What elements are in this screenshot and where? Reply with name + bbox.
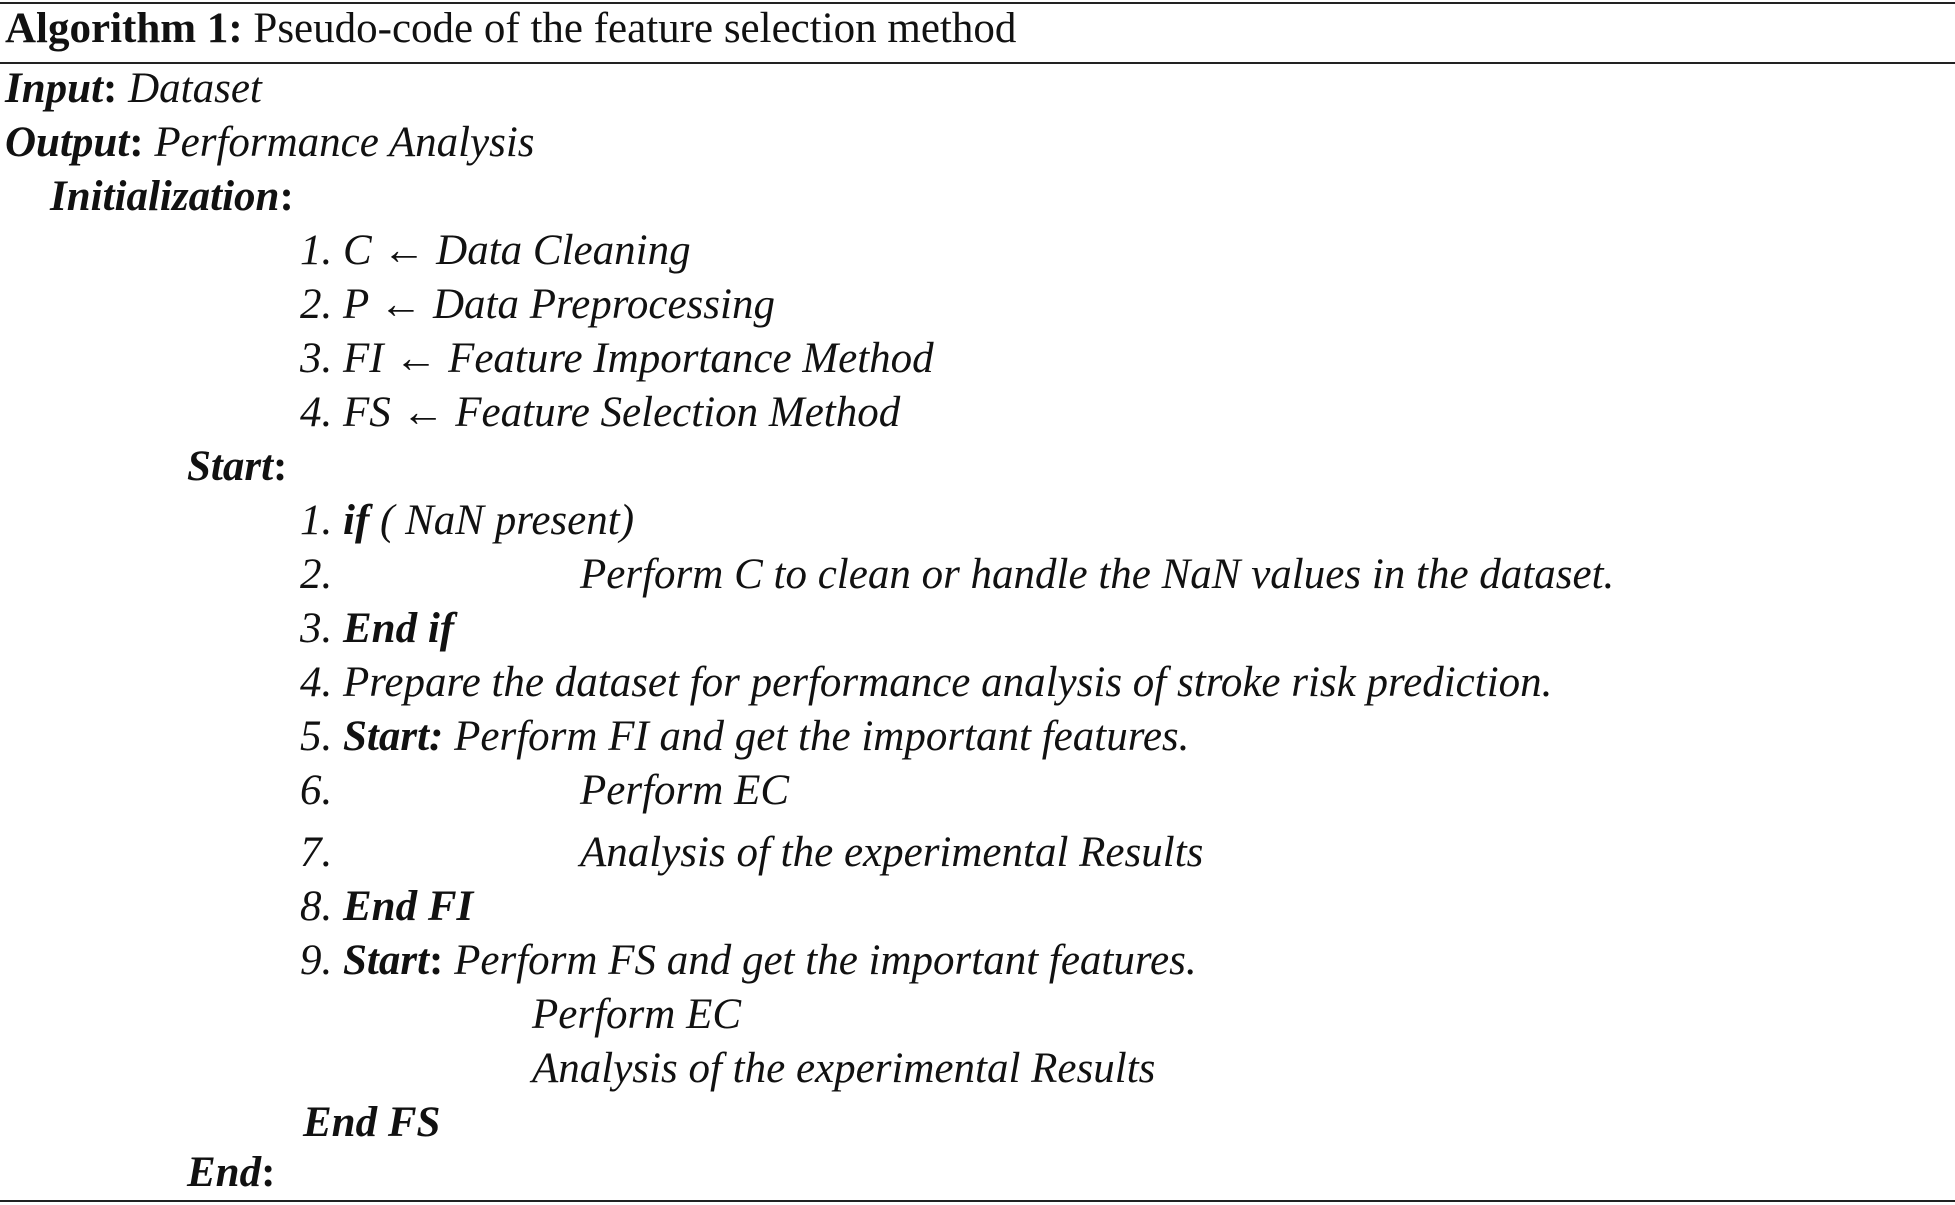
step-number: 2.: [300, 551, 333, 598]
step-number: 4.: [300, 389, 333, 436]
step-text: Prepare the dataset for performance analysis of stroke risk prediction.: [343, 659, 1553, 706]
output-colon: :: [129, 119, 144, 166]
step-number: 4.: [300, 659, 333, 706]
start-step-6-text: [580, 764, 789, 818]
step-number: 6.: [300, 767, 333, 814]
start-label: [187, 440, 287, 494]
start-step-1: [300, 494, 634, 548]
step-text: P ← Data Preprocessing: [343, 281, 775, 328]
start-step-7-text: [580, 826, 1203, 880]
end-label: [187, 1146, 275, 1200]
step-number: 2.: [300, 281, 333, 328]
init-step-1: [300, 224, 691, 278]
output-key: Output: [5, 119, 130, 166]
algorithm-title-text: Pseudo-code of the feature selection method: [253, 5, 1017, 52]
step-text: Perform C to clean or handle the NaN values in the dataset.: [580, 551, 1615, 598]
start-step-8: [300, 880, 473, 934]
start-step-6: [300, 764, 332, 818]
step-number: 7.: [300, 829, 333, 876]
input-colon: :: [103, 65, 118, 112]
step-text: Perform FI and get the important features.: [443, 713, 1190, 760]
fs-body-line-1: [532, 988, 741, 1042]
input-key: Input: [5, 65, 104, 112]
start-step-4: [300, 656, 1552, 710]
step-text: Perform EC: [580, 767, 790, 814]
step-keyword: End if: [343, 605, 455, 652]
header-rule: [0, 62, 1955, 64]
initialization-label-text: Initialization: [50, 173, 280, 220]
initialization-colon: :: [279, 173, 294, 220]
output-line: [5, 116, 535, 170]
output-value: Performance Analysis: [154, 119, 535, 166]
start-step-5: [300, 710, 1189, 764]
step-keyword: Start: [343, 937, 430, 984]
step-text: C ← Data Cleaning: [343, 227, 691, 274]
step-text: ( NaN present): [369, 497, 635, 544]
input-line: [5, 62, 262, 116]
step-text: Analysis of the experimental Results: [580, 829, 1204, 876]
fs-body-text: Perform EC: [532, 991, 742, 1038]
step-number: 9.: [300, 937, 333, 984]
start-step-2-text: [580, 548, 1614, 602]
end-fs-line: [303, 1096, 440, 1150]
step-keyword: End FI: [343, 883, 474, 930]
start-step-3: [300, 602, 454, 656]
init-step-2: [300, 278, 775, 332]
step-number: 8.: [300, 883, 333, 930]
start-label-text: Start: [187, 443, 274, 490]
start-step-7: [300, 826, 332, 880]
start-step-9: [300, 934, 1197, 988]
end-label-text: End: [187, 1149, 262, 1196]
fs-body-line-2: [532, 1042, 1155, 1096]
init-step-4: [300, 386, 900, 440]
step-number: 1.: [300, 497, 333, 544]
start-colon: :: [273, 443, 288, 490]
input-value: Dataset: [128, 65, 262, 112]
step-number: 3.: [300, 605, 333, 652]
step-number: 3.: [300, 335, 333, 382]
end-colon: :: [261, 1149, 276, 1196]
step-colon: :: [429, 937, 444, 984]
start-step-2: [300, 548, 332, 602]
end-fs-keyword: End FS: [303, 1099, 441, 1146]
init-step-3: [300, 332, 934, 386]
step-keyword: Start:: [343, 713, 444, 760]
bottom-rule: [0, 1200, 1955, 1202]
fs-body-text: Analysis of the experimental Results: [532, 1045, 1156, 1092]
algorithm-label: Algorithm 1:: [5, 5, 243, 52]
step-text: FS ← Feature Selection Method: [343, 389, 901, 436]
algorithm-title: [5, 2, 1016, 56]
step-number: 1.: [300, 227, 333, 274]
step-text: FI ← Feature Importance Method: [343, 335, 934, 382]
step-number: 5.: [300, 713, 333, 760]
step-text: Perform FS and get the important features.: [443, 937, 1197, 984]
initialization-label: [50, 170, 294, 224]
step-keyword: if: [343, 497, 370, 544]
